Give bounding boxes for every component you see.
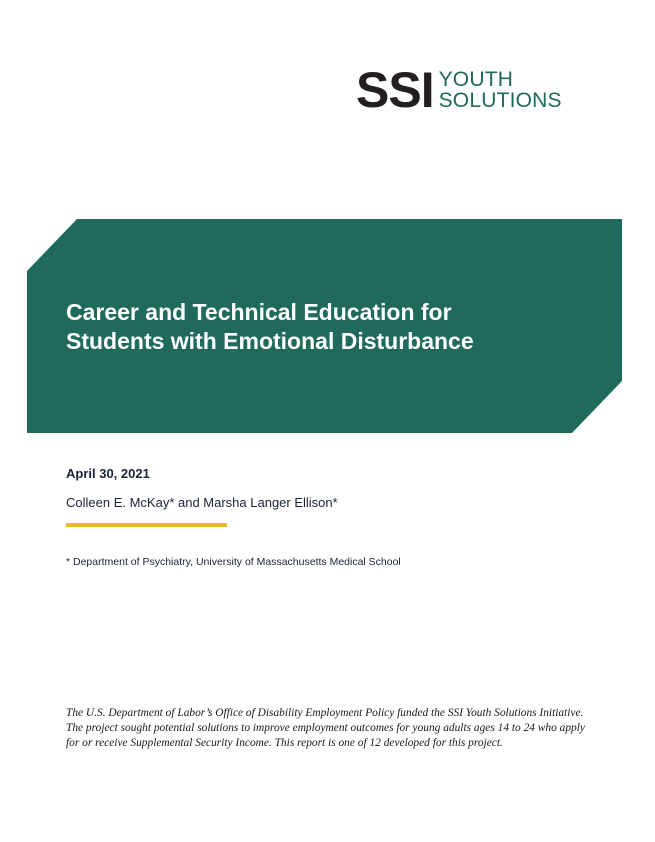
title-banner (27, 219, 622, 433)
logo-wordmark (439, 69, 562, 111)
logo-mark: SSI (356, 62, 434, 118)
authors: Colleen E. McKay* and Marsha Langer Ellison* (66, 495, 338, 510)
publication-date: April 30, 2021 (66, 466, 150, 481)
logo-word-solutions: SOLUTIONS (438, 89, 562, 112)
author-affiliation: * Department of Psychiatry, University of Massachusetts Medical School (66, 556, 401, 568)
ssi-youth-solutions-logo (356, 62, 562, 118)
document-title-line-2: Students with Emotional Disturbance (66, 328, 474, 354)
logo-word-youth: YOUTH (438, 68, 514, 91)
accent-divider (66, 523, 227, 527)
banner-shape (27, 219, 622, 433)
funding-statement: The U.S. Department of Labor’s Office of Disability Employment Policy funded the SSI Youth Solutions Initiative. The project sought potential solutions to improve employment outcomes for young adults ages 14 to 24 who apply for or receive Supplemental Security Income. This report is one of 12 developed for this project. (66, 707, 585, 749)
document-title-line-1: Career and Technical Education for (66, 299, 452, 325)
